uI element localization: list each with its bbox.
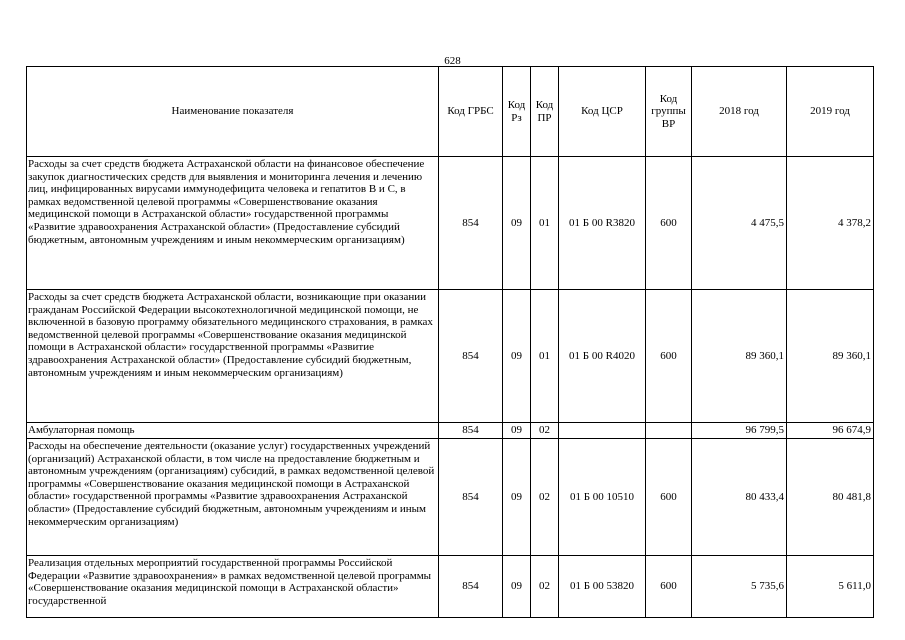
row-grbs: 854 bbox=[439, 423, 503, 439]
header-csr: Код ЦСР bbox=[559, 67, 646, 157]
header-vr: Код группы ВР bbox=[646, 67, 692, 157]
row-rz: 09 bbox=[503, 556, 531, 618]
row-2018: 80 433,4 bbox=[692, 439, 787, 556]
row-rz: 09 bbox=[503, 290, 531, 423]
row-csr bbox=[559, 423, 646, 439]
row-2019: 4 378,2 bbox=[787, 157, 874, 290]
row-name: Расходы за счет средств бюджета Астраханской области, возникающие при оказании гражданам Российской Федерации высокотехнологичной медицинской помощи, не включенной в базовую программу обязательного медицинского страхования, в рамках ведомственной целевой программы «Совершенствование оказания медицинской помощи в Астраханской области» государственной программы «Развитие здравоохранения Астраханской области» (Предоставление субсидий бюджетным, автономным учреждениям и иным некоммерческим организациям) bbox=[27, 290, 439, 423]
row-csr: 01 Б 00 R4020 bbox=[559, 290, 646, 423]
header-2019: 2019 год bbox=[787, 67, 874, 157]
row-rz: 09 bbox=[503, 157, 531, 290]
row-csr: 01 Б 00 10510 bbox=[559, 439, 646, 556]
table-row bbox=[27, 290, 874, 423]
row-pr: 01 bbox=[531, 157, 559, 290]
table-row bbox=[27, 556, 874, 618]
row-2019: 89 360,1 bbox=[787, 290, 874, 423]
row-vr: 600 bbox=[646, 157, 692, 290]
row-vr: 600 bbox=[646, 290, 692, 423]
table-row bbox=[27, 157, 874, 290]
table-row bbox=[27, 439, 874, 556]
budget-table bbox=[26, 66, 874, 618]
row-csr: 01 Б 00 53820 bbox=[559, 556, 646, 618]
header-name: Наименование показателя bbox=[27, 67, 439, 157]
row-vr: 600 bbox=[646, 439, 692, 556]
row-name: Реализация отдельных мероприятий государственной программы Российской Федерации «Развитие здравоохранения» в рамках ведомственной целевой программы «Совершенствование оказания медицинской помощи в Астраханской области» государственной bbox=[27, 556, 439, 618]
table-row bbox=[27, 423, 874, 439]
row-pr: 01 bbox=[531, 290, 559, 423]
header-rz: Код Рз bbox=[503, 67, 531, 157]
row-pr: 02 bbox=[531, 439, 559, 556]
row-pr: 02 bbox=[531, 556, 559, 618]
header-grbs: Код ГРБС bbox=[439, 67, 503, 157]
row-grbs: 854 bbox=[439, 556, 503, 618]
row-name: Расходы на обеспечение деятельности (оказание услуг) государственных учреждений (организаций) Астраханской области, в том числе на предоставление бюджетным и автономным учреждениям (организациям) субсидий, в рамках ведомственной целевой программы «Совершенствование оказания медицинской помощи в Астраханской области» государственной программы «Развитие здравоохранения Астраханской области» (Предоставление субсидий бюджетным, автономным учреждениям и иным некоммерческим организациям) bbox=[27, 439, 439, 556]
row-grbs: 854 bbox=[439, 290, 503, 423]
row-2019: 80 481,8 bbox=[787, 439, 874, 556]
page-number: 628 bbox=[444, 55, 461, 67]
row-rz: 09 bbox=[503, 439, 531, 556]
row-vr: 600 bbox=[646, 556, 692, 618]
row-rz: 09 bbox=[503, 423, 531, 439]
header-row bbox=[27, 67, 874, 157]
row-2019: 96 674,9 bbox=[787, 423, 874, 439]
row-2018: 89 360,1 bbox=[692, 290, 787, 423]
row-2018: 4 475,5 bbox=[692, 157, 787, 290]
row-grbs: 854 bbox=[439, 439, 503, 556]
header-2018: 2018 год bbox=[692, 67, 787, 157]
row-name: Расходы за счет средств бюджета Астраханской области на финансовое обеспечение закупок диагностических средств для выявления и мониторинга лечения и лечению лиц, инфицированных вирусами иммунодефицита человека и гепатитов В и С, в рамках ведомственной целевой программы «Совершенствование оказания медицинской помощи в Астраханской области» государственной программы «Развитие здравоохранения Астраханской области» (Предоставление субсидий бюджетным, автономным учреждениям и иным некоммерческим организациям) bbox=[27, 157, 439, 290]
row-2018: 96 799,5 bbox=[692, 423, 787, 439]
row-pr: 02 bbox=[531, 423, 559, 439]
row-vr bbox=[646, 423, 692, 439]
row-2019: 5 611,0 bbox=[787, 556, 874, 618]
header-pr: Код ПР bbox=[531, 67, 559, 157]
row-grbs: 854 bbox=[439, 157, 503, 290]
row-csr: 01 Б 00 R3820 bbox=[559, 157, 646, 290]
row-2018: 5 735,6 bbox=[692, 556, 787, 618]
row-name: Амбулаторная помощь bbox=[27, 423, 439, 439]
